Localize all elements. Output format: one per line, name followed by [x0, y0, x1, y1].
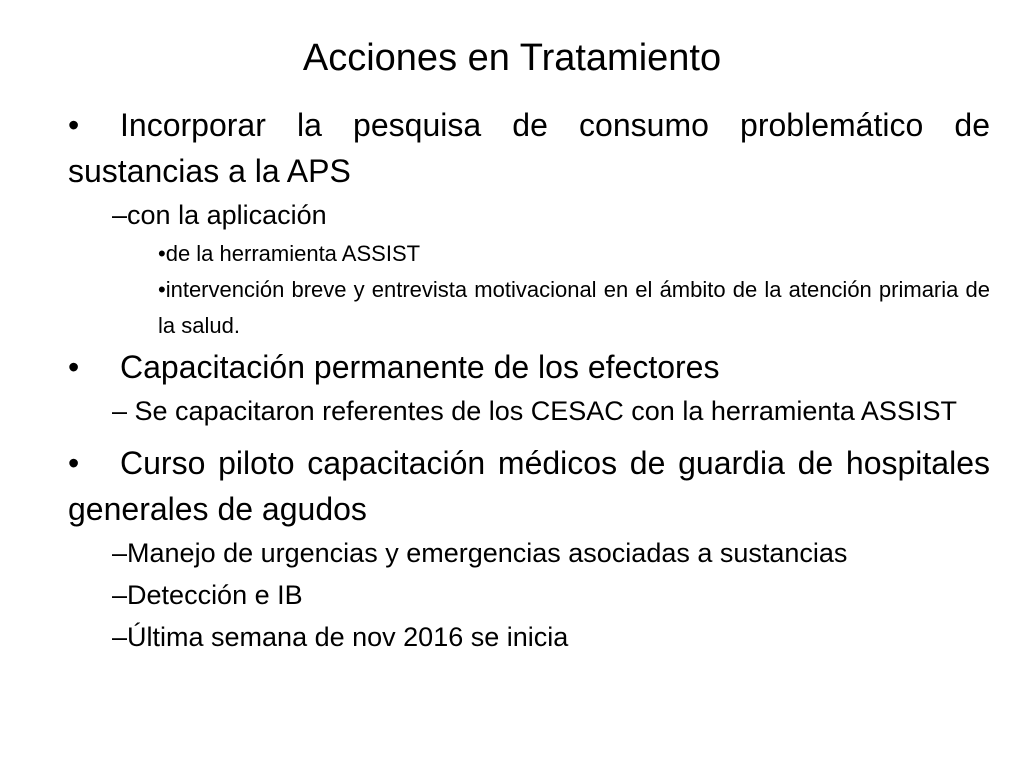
slide-title: Acciones en Tratamiento [302, 37, 722, 79]
bullet-item [68, 440, 990, 532]
dash-icon: – [112, 538, 128, 568]
bullet-icon: • [68, 349, 80, 385]
sub-sub-item [158, 236, 990, 272]
sub-sub-item [158, 272, 990, 344]
bullet-icon: • [158, 241, 166, 266]
bullet-item [68, 344, 990, 390]
sub-item-text: con la aplicación [127, 200, 327, 230]
sub-item-text: Manejo de urgencias y emergencias asociadas a sustancias [127, 538, 848, 568]
dash-icon: – [112, 396, 128, 426]
bullet-icon: • [158, 277, 166, 302]
sub-item [112, 532, 990, 574]
dash-icon: – [112, 622, 128, 652]
bullet-text: Curso piloto capacitación médicos de guardia de hospitales generales de agudos [68, 445, 990, 527]
bullet-icon: • [68, 445, 80, 481]
sub-item-text: Última semana de nov 2016 se inicia [127, 622, 569, 652]
bullet-item [68, 102, 990, 194]
sub-item [112, 194, 990, 236]
dash-icon: – [112, 580, 128, 610]
sub-item [112, 574, 990, 616]
sub-item-text: Se capacitaron referentes de los CESAC con la herramienta ASSIST [127, 396, 957, 426]
sub-sub-item-text: intervención breve y entrevista motivacional en el ámbito de la atención primaria de la salud. [158, 277, 990, 338]
sub-sub-item-text: de la herramienta ASSIST [165, 241, 421, 266]
bullet-text: Capacitación permanente de los efectores [120, 349, 720, 385]
sub-item [112, 616, 990, 658]
sub-item [112, 390, 990, 432]
sub-item-text: Detección e IB [127, 580, 303, 610]
bullet-text: Incorporar la pesquisa de consumo problemático de sustancias a la APS [68, 107, 990, 189]
dash-icon: – [112, 200, 128, 230]
slide-content [68, 102, 990, 658]
bullet-icon: • [68, 107, 80, 143]
